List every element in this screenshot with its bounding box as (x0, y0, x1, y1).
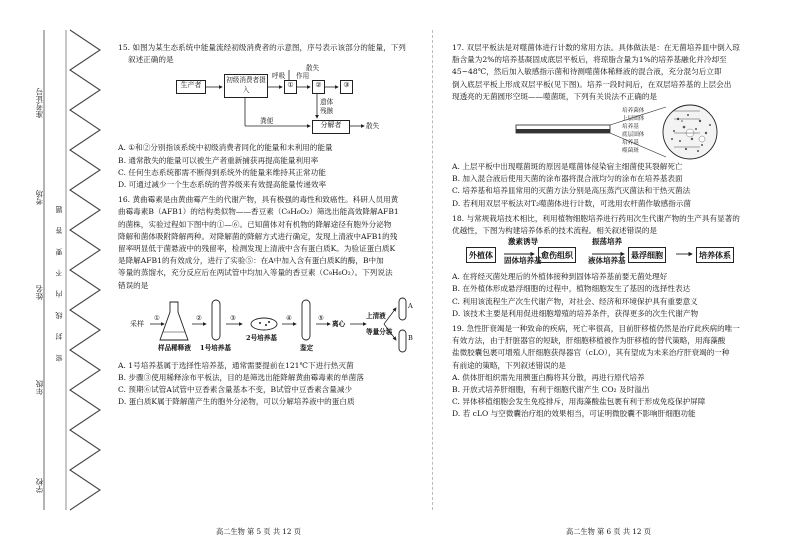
class-label: 年级 (35, 380, 44, 395)
seal-line-text: 密 封 线 内 不 要 答 题 (55, 200, 63, 362)
q17-option-d: D. 若利用双层平板法对T₂噬菌体进行计数，可选用农杆菌作敏感指示菌 (452, 198, 691, 208)
plate-label-4: 底层固体 (622, 132, 645, 139)
resp-label: 呼吸 (272, 72, 286, 81)
q18-option-d: D. 该技术主要是利用促进细胞增殖的培养条件，获得更多的次生代谢产物 (452, 308, 699, 318)
step-3: ③ (230, 313, 236, 322)
q16-option-c: C. 预期⑥试管A试管中豆香素含量基本不变，B试管中豆香素含量减少 (118, 385, 353, 395)
q15-option-b: B. 通常散失的能量可以被生产者重新捕获再提高能量利用率 (118, 155, 319, 165)
right-column (452, 42, 774, 421)
plate-label-2: 上层固体 (622, 116, 645, 123)
dilute-label: 样品稀释液 (158, 343, 191, 352)
q16-stem-4: 降解和菌体吸附降解两种。对降解菌的降解方式进行确定，发现上清液中AFB1的残 (118, 231, 398, 241)
page-divider (432, 30, 433, 510)
q15-option-c: C. 任何生态系统都需不断得到系统外的能量来维持其正常功能 (118, 167, 326, 177)
step-5: ⑤ (318, 313, 324, 322)
q16-stem-5: 留率明显低于菌悬液中的残留率，检测发现上清液中含有蛋白质K。为验证蛋白质K (118, 244, 396, 254)
consumer-box: 初级消费者摄入 (224, 74, 268, 98)
suspension-cells-box: 悬浮细胞 (628, 247, 666, 263)
identify-label: 鉴定 (300, 343, 314, 352)
q17-plate-diagram (452, 103, 774, 161)
q15-stem-2: 叙述正确的是 (128, 55, 174, 65)
plate-label-5: 培养基 (622, 140, 639, 147)
q19-option-d: D. 若 cLO 与空微囊治疗组的效果相当，可证明微胶囊不影响肝细胞功能 (452, 409, 696, 419)
effect-label: 作用 (296, 72, 310, 81)
medium2-label: 2号培养基 (246, 333, 277, 342)
tube-b-label: B (408, 333, 413, 342)
step-4: ④ (286, 313, 292, 322)
centrifuge-label: 离心 (332, 319, 346, 328)
q18-option-b: B. 在外植体形成悬浮细胞的过程中，植物细胞发生了基因的选择性表达 (452, 284, 691, 294)
hormone-label: 激素诱导 (508, 237, 538, 247)
q19-stem-1: 19. 急性肝衰竭是一种致命的疾病，死亡率很高，目前肝移植仍然是治疗此疾病的唯一 (452, 324, 740, 334)
remains-label: 遗体 (320, 98, 334, 107)
decomposer-box: 分解者 (312, 120, 350, 134)
student-id-label: 准考证号 (35, 88, 44, 118)
q15-option-a: A. ①和②分别指该系统中初级消费者同化的能量和未利用的能量 (118, 143, 333, 153)
q18-flow-diagram (452, 237, 774, 271)
q18-stem-2: 优越性，下图为构建培养体系的技术流程。相关叙述错误的是 (452, 226, 658, 236)
exam-room-label: 考场 (35, 190, 44, 205)
tube-a-label: A (408, 301, 413, 310)
q19-stem-4: 有前途的策略，下列叙述错误的是 (452, 360, 566, 370)
step-1: ① (154, 313, 160, 322)
q17-stem-2: 脂含量为2%的培养基凝固成底层平板后，将琼脂含量为1%的培养基融化并冷却至 (452, 55, 727, 65)
q16-stem-1: 16. 黄曲霉素是由黄曲霉产生的代谢产物，具有极强的毒性和致癌性。科研人员用黄 (118, 195, 399, 205)
q16-stem-2: 曲霉毒素B（AFB1）的结构类似物——香豆素（C₉H₆O₂）筛选出能高效降解AFB1 (118, 207, 399, 217)
energy-1-box: ① (284, 80, 297, 94)
q19-option-c: C. 异体移植细胞会发生免疫排斥，用海藻酸盐包裹有利于形成免疫保护屏障 (452, 397, 706, 407)
q16-option-b: B. 步骤③使用稀释涂布平板法，目的是筛选出能降解黄曲霉毒素的单菌落 (118, 373, 364, 383)
q19-option-a: A. 供体肝组织需先用胰蛋白酶将其分散，再进行原代培养 (452, 372, 645, 382)
solid-medium-label: 固体培养基 (504, 256, 542, 266)
q17-option-b: B. 加入混合液后使用天菌的涂布器将混合液均匀的涂布在培养基表面 (452, 174, 683, 184)
producer-box: 生产者 (176, 80, 206, 94)
culture-system-box: 培养体系 (696, 247, 734, 263)
sample-label: 采样 (130, 319, 144, 328)
q18-option-a: A. 在将经灭菌处理后的外植体接种到固体培养基前要无菌处理好 (452, 272, 668, 282)
split-label: 等量分装 (366, 327, 393, 336)
left-column (118, 42, 413, 409)
q17-plate-shapes (452, 103, 774, 161)
liquid-medium-label: 液体培养基 (588, 256, 626, 266)
footer-right: 高二生物 第 6 页 共 12 页 (566, 527, 651, 536)
q17-stem-1: 17. 双层平板法是对噬菌体进行计数的常用方法。具体做法是：在无菌培养皿中倒入琼 (452, 43, 740, 52)
shake-label: 振荡培养 (592, 237, 622, 247)
q17-option-c: C. 培养基和培养皿常用的灭菌方法分别是高压蒸汽灭菌法和干热灭菌法 (452, 186, 691, 196)
school-label: 学校 (35, 478, 44, 493)
q16-option-d: D. 蛋白质K属于降解菌产生的胞外分泌物，可以分解培养液中的蛋白质 (118, 397, 355, 407)
q18-option-c: C. 利用该流程生产次生代谢产物，对社会、经济和环境保护具有重要意义 (452, 296, 698, 306)
supernatant-label: 上清液 (366, 311, 386, 320)
energy-3-box: ③ (340, 80, 353, 94)
q15-stem-1: 15. 如图为某生态系统中能量流经初级消费者的示意图，序号表示该部分的能量，下列 (118, 43, 406, 52)
residue-label: 残骸 (320, 107, 334, 116)
plate-label-6: 噬菌斑 (622, 148, 639, 155)
q16-stem-8: 错误的是 (118, 280, 149, 290)
q15-option-d: D. 可通过减少一个生态系统的营养级来有效提高能量传递效率 (118, 180, 327, 190)
dissipate-label-2: 散失 (366, 122, 380, 131)
q18-stem-1: 18. 与常规栽培技术相比，利用植物细胞培养进行药用次生代谢产物的生产具有显著的 (452, 213, 740, 223)
q19-stem-3: 盐微胶囊包裹可增殖人肝细胞获得器官（cLO），其有望成为未来治疗肝衰竭的一种 (452, 348, 730, 358)
medium1-label: 1号培养基 (200, 343, 231, 352)
q15-energy-diagram (118, 64, 413, 140)
explant-box: 外植体 (466, 247, 496, 263)
q16-procedure-diagram (118, 294, 413, 360)
q17-stem-4: 倒入底层平板上形成双层平板(见下图)。培养一段时间后，在双层培养基的上层会出 (452, 79, 732, 89)
name-label: 姓名 (35, 285, 44, 300)
q16-option-a: A. 1号培养基属于选择性培养基，通常需要提前在121℃下进行热灭菌 (118, 360, 354, 370)
q19-stem-2: 有效方法，由于肝脏器官的短缺，肝细胞移植被作为肝移植的替代策略，用海藻酸 (452, 336, 726, 346)
q16-stem-7: 等量的蒸馏水，充分反应后在两试管中均加入等量的香豆素（C₉H₆O₂）。下列说法 (118, 268, 393, 278)
plate-label-1: 培养菌体 (622, 108, 645, 115)
plate-label-3: 培养基 (622, 124, 639, 131)
callus-box: 愈伤组织 (538, 247, 576, 263)
q16-stem-6: 是降解AFB1的有效成分，进行了实验⑤：在A中加入含有蛋白质K的酶，B中加 (118, 256, 384, 266)
q19-option-b: B. 开放式培养肝细胞，有利于细胞代谢产生 CO₂ 及时溢出 (452, 385, 650, 395)
seal-gutter (0, 0, 110, 548)
q17-option-a: A. 上层平板中出现噬菌斑的原因是噬菌体侵染宿主细菌使其裂解死亡 (452, 162, 683, 172)
step-2: ② (196, 313, 202, 322)
energy-2-box: ② (312, 80, 325, 94)
q17-stem-3: 45~48℃，然后加入敏感指示菌和待测噬菌体稀释液的混合液，充分混匀后立即 (452, 67, 722, 77)
footer-left: 高二生物 第 5 页 共 12 页 (216, 527, 301, 536)
q16-stem-3: 的菌株，实验过程如下图中的①—⑥。已知菌体对有机物的降解途径有胞外分泌物 (118, 219, 392, 229)
q17-stem-5: 现透亮的无菌圆形空斑——噬菌斑，下列有关说法不正确的是 (452, 91, 658, 101)
dissipate-label-1: 散失 (306, 64, 320, 73)
feces-label: 粪便 (260, 117, 274, 126)
